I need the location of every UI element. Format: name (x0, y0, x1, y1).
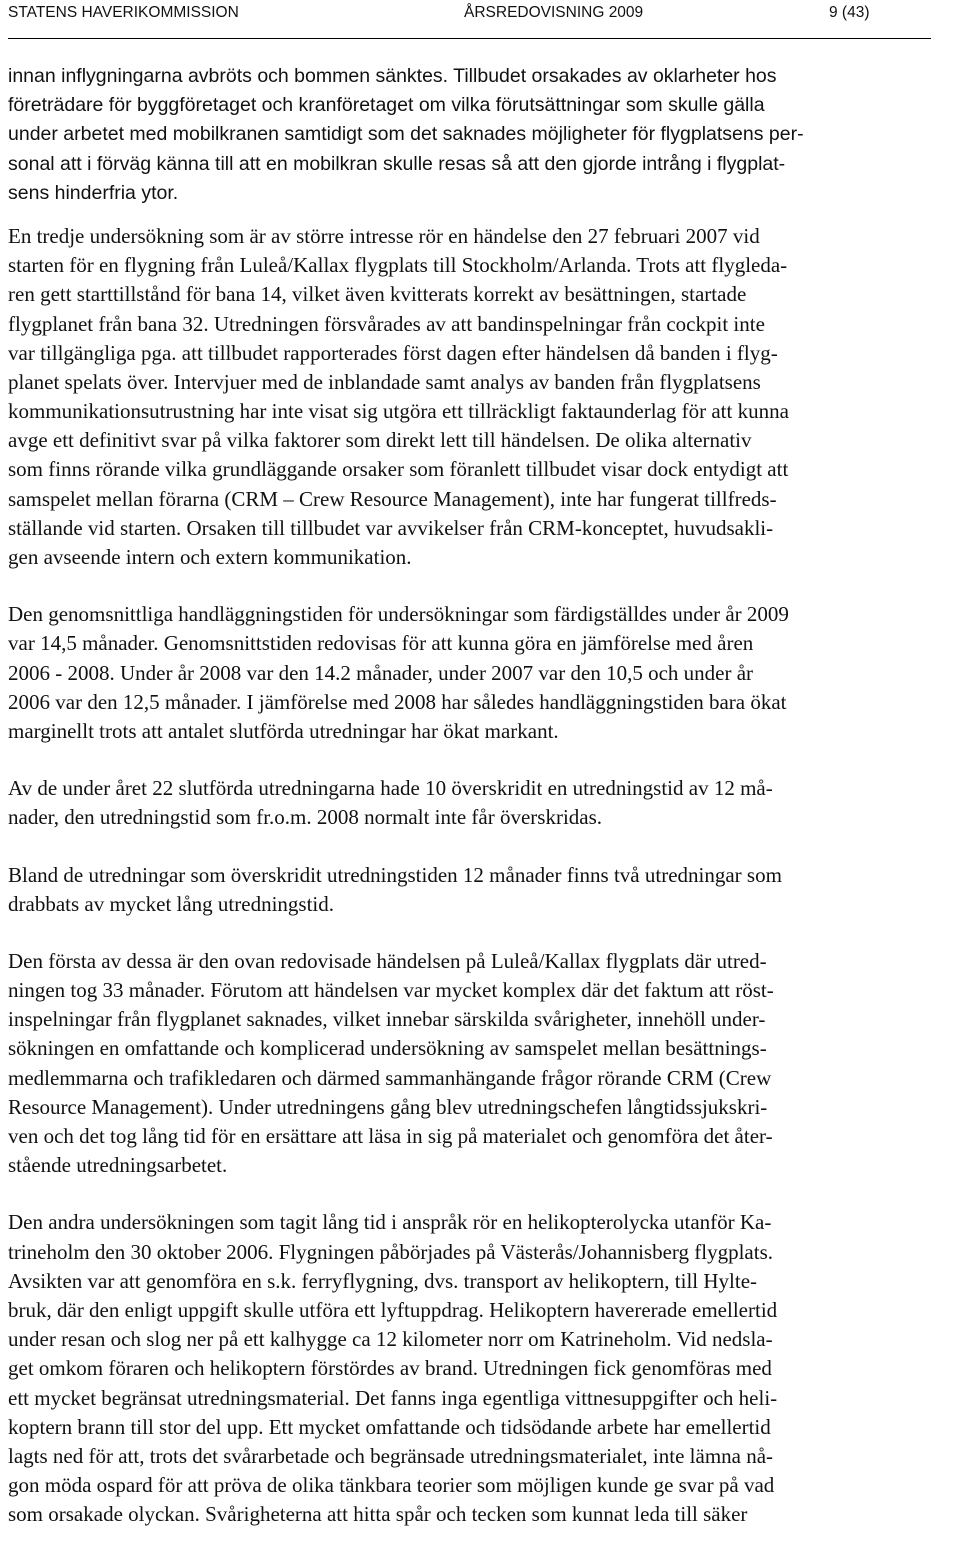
paragraph (8, 222, 948, 572)
text-line: marginellt trots att antalet slutförda utredningar har ökat markant. (8, 718, 559, 743)
text-line: under resan och slog ner på ett kalhygge ca 12 kilometer norr om Katrineholm. Vid nedsla- (8, 1327, 773, 1352)
body-text (8, 62, 948, 1529)
text-line: som finns rörande vilka grundläggande orsaker som föranlett tillbudet visar dock entydigt att (8, 457, 789, 482)
text-line: 2006 var den 12,5 månader. I jämförelse med 2008 har således handläggningstiden bara ökat (8, 689, 787, 714)
paragraph (8, 600, 948, 746)
text-line: kommunikationsutrustning har inte visat sig utgöra ett tillräckligt faktaunderlag för att kunna (8, 399, 789, 424)
header-report-title: ÅRSREDOVISNING 2009 (464, 4, 644, 21)
paragraph (8, 774, 948, 832)
text-line: ett mycket begränsat utredningsmaterial. Det fanns inga egentliga vittnesuppgifter och heli- (8, 1385, 778, 1410)
text-line: ställande vid starten. Orsaken till tillbudet var avvikelser från CRM-konceptet, huvudsakli- (8, 515, 774, 540)
text-line: ren gett starttillstånd för bana 14, vilket även kvitterats korrekt av besättningen, startade (8, 282, 747, 307)
text-line: under arbetet med mobilkranen samtidigt som det saknades möjligheter för flygplatsens per- (8, 123, 804, 146)
text-line: get omkom föraren och helikoptern förstördes av brand. Utredningen fick genomföras med (8, 1356, 772, 1381)
paragraph (8, 947, 948, 1181)
text-line: En tredje undersökning som är av större intresse rör en händelse den 27 februari 2007 vid (8, 223, 760, 248)
text-line: Den andra undersökningen som tagit lång tid i anspråk rör en helikopterolycka utanför Ka- (8, 1210, 772, 1235)
text-line: företrädare för byggföretaget och kranföretaget om vilka förutsättningar som skulle gälla (8, 94, 765, 117)
text-line: gon möda ospard för att pröva de olika tänkbara teorier som möjligen kunde ge svar på vad (8, 1473, 775, 1498)
text-line: planet spelats över. Intervjuer med de inblandade samt analys av banden från flygplatsens (8, 369, 761, 394)
text-line: trineholm den 30 oktober 2006. Flygningen påbörjades på Västerås/Johannisberg flygplats. (8, 1239, 774, 1264)
text-line: sonal att i förväg känna till att en mobilkran skulle resas så att den gjorde intrång i flygplat- (8, 152, 786, 175)
text-line: samspelet mellan förarna (CRM – Crew Resource Management), inte har fungerat tillfreds- (8, 486, 777, 511)
text-line: stående utredningsarbetet. (8, 1153, 228, 1178)
header-page-number: 9 (43) (829, 4, 870, 21)
text-line: var 14,5 månader. Genomsnittstiden redovisas för att kunna göra en jämförelse med åren (8, 631, 754, 656)
page-header (8, 0, 931, 39)
header-organization: STATENS HAVERIKOMMISSION (8, 4, 239, 21)
text-line: ven och det tog lång tid för en ersättare att läsa in sig på materialet och genomföra det åter- (8, 1124, 773, 1148)
text-line: Resource Management). Under utredningens gång blev utredningschefen långtidssjukskri- (8, 1094, 768, 1119)
text-line: Den första av dessa är den ovan redovisade händelsen på Luleå/Kallax flygplats där utred- (8, 948, 767, 973)
text-line: inspelningar från flygplanet saknades, vilket innebar särskilda svårigheter, innehöll under- (8, 1007, 766, 1032)
text-line: Av de under året 22 slutförda utredningarna hade 10 överskridit en utredningstid av 12 må- (8, 776, 773, 801)
text-line: 2006 - 2008. Under år 2008 var den 14.2 månader, under 2007 var den 10,5 och under år (8, 660, 754, 685)
text-line: lagts ned för att, trots det svårarbetade och begränsade utredningsmaterialet, inte lämna nå- (8, 1443, 774, 1468)
text-line: gen avseende intern och extern kommunikation. (8, 545, 412, 569)
text-line: bruk, där den enligt uppgift skulle utföra ett lyftuppdrag. Helikoptern havererade emellertid (8, 1297, 778, 1322)
text-line: sens hinderfria ytor. (8, 181, 179, 204)
text-line: innan inflygningarna avbröts och bommen sänktes. Tillbudet orsakades av oklarheter hos (8, 65, 777, 87)
text-line: var tillgängliga pga. att tillbudet rapporterades först dagen efter händelsen då banden i flyg- (8, 340, 778, 365)
paragraph (8, 861, 948, 919)
text-line: avge ett definitivt svar på vilka faktorer som direkt lett till händelsen. De olika alternativ (8, 428, 752, 453)
text-line: nader, den utredningstid som fr.o.m. 2008 normalt inte får överskridas. (8, 805, 603, 830)
text-line: koptern brann till stor del upp. Ett mycket omfattande och tidsödande arbete har emellertid (8, 1414, 771, 1439)
text-line: starten för en flygning från Luleå/Kallax flygplats till Stockholm/Arlanda. Trots att flygleda- (8, 253, 788, 278)
text-line: Avsikten var att genomföra en s.k. ferryflygning, dvs. transport av helikoptern, till Hylte- (8, 1268, 758, 1293)
text-line: sökningen en omfattande och komplicerad undersökning av samspelet mellan besättnings- (8, 1036, 767, 1061)
paragraph (8, 1208, 948, 1529)
text-line: ningen tog 33 månader. Förutom att händelsen var mycket komplex där det faktum att röst- (8, 978, 774, 1003)
text-line: medlemmarna och trafikledaren och därmed sammanhängande frågor rörande CRM (Crew (8, 1065, 772, 1090)
paragraph (8, 62, 948, 208)
text-line: som orsakade olyckan. Svårigheterna att hitta spår och tecken som kunnat leda till säker (8, 1502, 748, 1527)
text-line: flygplanet från bana 32. Utredningen försvårades av att bandinspelningar från cockpit inte (8, 311, 765, 336)
text-line: Den genomsnittliga handläggningstiden för undersökningar som färdigställdes under år 2009 (8, 602, 789, 627)
text-line: drabbats av mycket lång utredningstid. (8, 891, 335, 916)
text-line: Bland de utredningar som överskridit utredningstiden 12 månader finns två utredningar som (8, 862, 782, 887)
